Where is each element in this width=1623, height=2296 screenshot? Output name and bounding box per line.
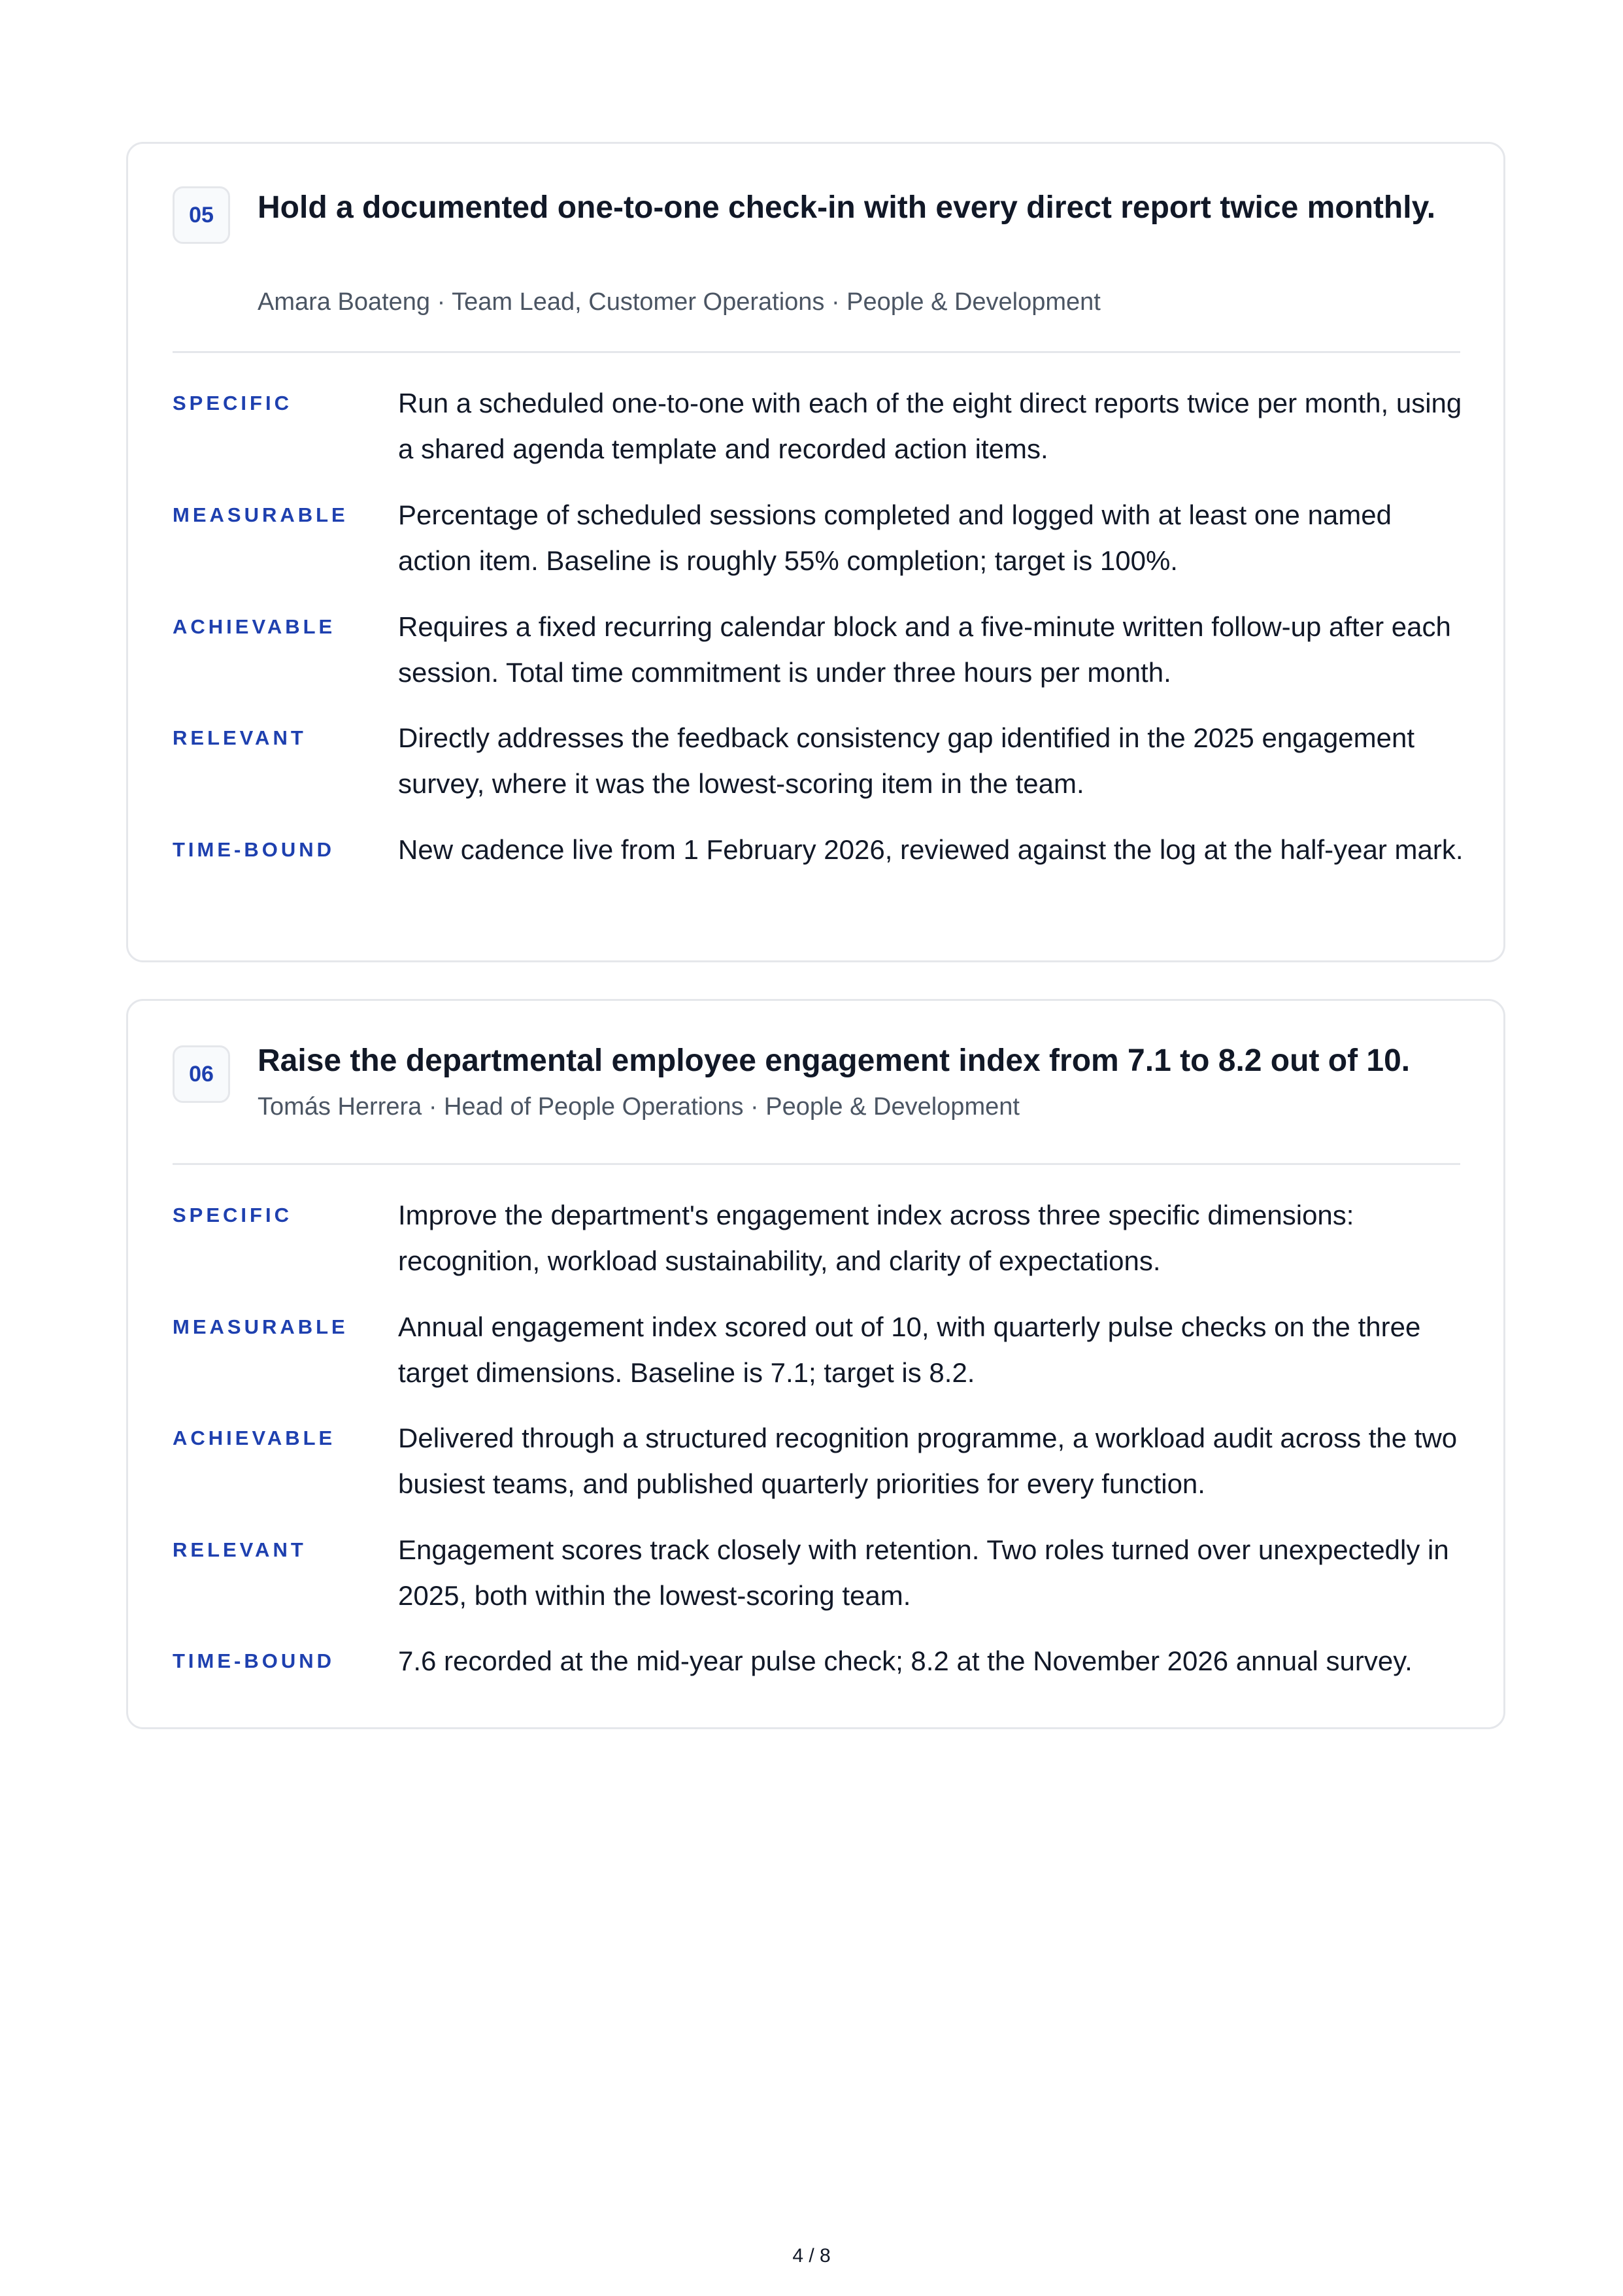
criterion-label: RELEVANT — [173, 1538, 307, 1561]
goal-owner-meta: Amara Boateng · Team Lead, Customer Operations · People & Development — [258, 288, 1101, 316]
goal-title: Hold a documented one-to-one check-in with every direct report twice monthly. — [258, 190, 1436, 225]
criterion-text: Engagement scores track closely with retention. Two roles turned over unexpectedly in 2025, both within the lowest-scoring team. — [398, 1534, 1449, 1611]
goal-card-05 — [126, 142, 1505, 962]
goal-number-badge: 06 — [173, 1045, 230, 1103]
criterion-text: Annual engagement index scored out of 10, with quarterly pulse checks on the three target dimensions. Baseline is 7.1; target is 8.2. — [398, 1311, 1421, 1388]
goal-number-badge: 05 — [173, 186, 230, 244]
criterion-text: Requires a fixed recurring calendar block and a five-minute written follow-up after each session. Total time commitment is under three hours per month. — [398, 611, 1451, 688]
criterion-label: ACHIEVABLE — [173, 615, 336, 638]
criterion-label: RELEVANT — [173, 726, 307, 749]
criterion-label: MEASURABLE — [173, 503, 348, 526]
criterion-label: TIME-BOUND — [173, 1649, 335, 1672]
criterion-text: New cadence live from 1 February 2026, reviewed against the log at the half-year mark. — [398, 834, 1464, 865]
criterion-label: SPECIFIC — [173, 1204, 292, 1226]
criterion-text: 7.6 recorded at the mid-year pulse check; 8.2 at the November 2026 annual survey. — [398, 1646, 1413, 1676]
criterion-text: Delivered through a structured recognition programme, a workload audit across the two busiest teams, and published quarterly priorities for every function. — [398, 1423, 1458, 1499]
criterion-text: Directly addresses the feedback consistency gap identified in the 2025 engagement survey, where it was the lowest-scoring item in the team. — [398, 722, 1414, 799]
criterion-label: ACHIEVABLE — [173, 1427, 336, 1449]
criterion-label: TIME-BOUND — [173, 838, 335, 861]
goal-title: Raise the departmental employee engagement index from 7.1 to 8.2 out of 10. — [258, 1043, 1411, 1078]
goal-card-06 — [126, 999, 1505, 1729]
criterion-text: Improve the department's engagement index across three specific dimensions: recognition, workload sustainability, and clarity of expectations. — [398, 1200, 1354, 1276]
criterion-text: Percentage of scheduled sessions completed and logged with at least one named action item. Baseline is roughly 55% completion; target is 100%. — [398, 499, 1392, 576]
criterion-text: Run a scheduled one-to-one with each of the eight direct reports twice per month, using a shared agenda template and recorded action items. — [398, 388, 1462, 464]
goal-owner-meta: Tomás Herrera · Head of People Operations · People & Development — [258, 1093, 1020, 1121]
section-divider — [173, 351, 1460, 353]
section-divider — [173, 1163, 1460, 1165]
criterion-label: MEASURABLE — [173, 1315, 348, 1338]
criterion-label: SPECIFIC — [173, 392, 292, 414]
page-number: 4 / 8 — [792, 2245, 831, 2267]
